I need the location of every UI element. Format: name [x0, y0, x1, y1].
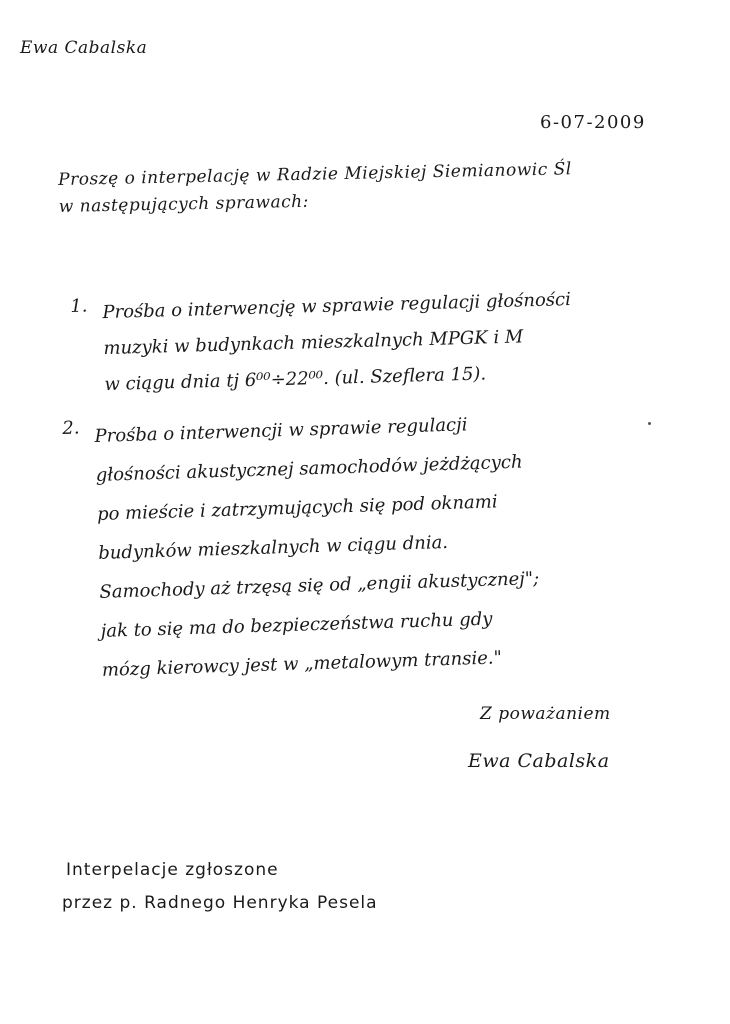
- item-line: głośności akustycznej samochodów jeżdżących: [95, 451, 523, 486]
- closing-phrase: Z poważaniem: [480, 704, 611, 724]
- item-line: Prośba o interwencji w sprawie regulacji: [94, 414, 468, 447]
- item-line: budynków mieszkalnych w ciągu dnia.: [97, 531, 449, 564]
- letter-intro: [58, 161, 573, 226]
- letter-date: 6-07-2009: [540, 112, 646, 133]
- item-line: mózg kierowcy jest w „metalowym transie.": [101, 647, 503, 681]
- scan-speck: [648, 422, 651, 425]
- author-name: Ewa Cabalska: [20, 38, 148, 58]
- intro-line: w następujących sprawach:: [58, 191, 310, 217]
- item-number: 2.: [62, 417, 80, 439]
- item-line: Prośba o interwencję w sprawie regulacji głośności: [102, 289, 572, 324]
- item-line: Samochody aż trzęsą się od „engii akustycznej";: [99, 568, 540, 603]
- item-line: jak to się ma do bezpieczeństwa ruchu gdy: [100, 608, 493, 642]
- intro-line: Proszę o interpelację w Radzie Miejskiej Siemianowic Śl: [57, 159, 572, 190]
- item-line: w ciągu dnia tj 6⁰⁰÷22⁰⁰. (ul. Szeflera 15).: [104, 363, 487, 396]
- request-item-1: [70, 282, 573, 404]
- note-line: Interpelacje zgłoszone: [66, 860, 279, 880]
- note-line: przez p. Radnego Henryka Pesela: [62, 893, 378, 913]
- request-item-2: [62, 403, 542, 691]
- submission-note: [62, 860, 378, 928]
- item-number: 1.: [70, 295, 88, 317]
- item-line: muzyki w budynkach mieszkalnych MPGK i M: [103, 326, 524, 360]
- signature: Ewa Cabalska: [468, 750, 610, 772]
- item-line: po mieście i zatrzymujących się pod oknami: [96, 491, 498, 525]
